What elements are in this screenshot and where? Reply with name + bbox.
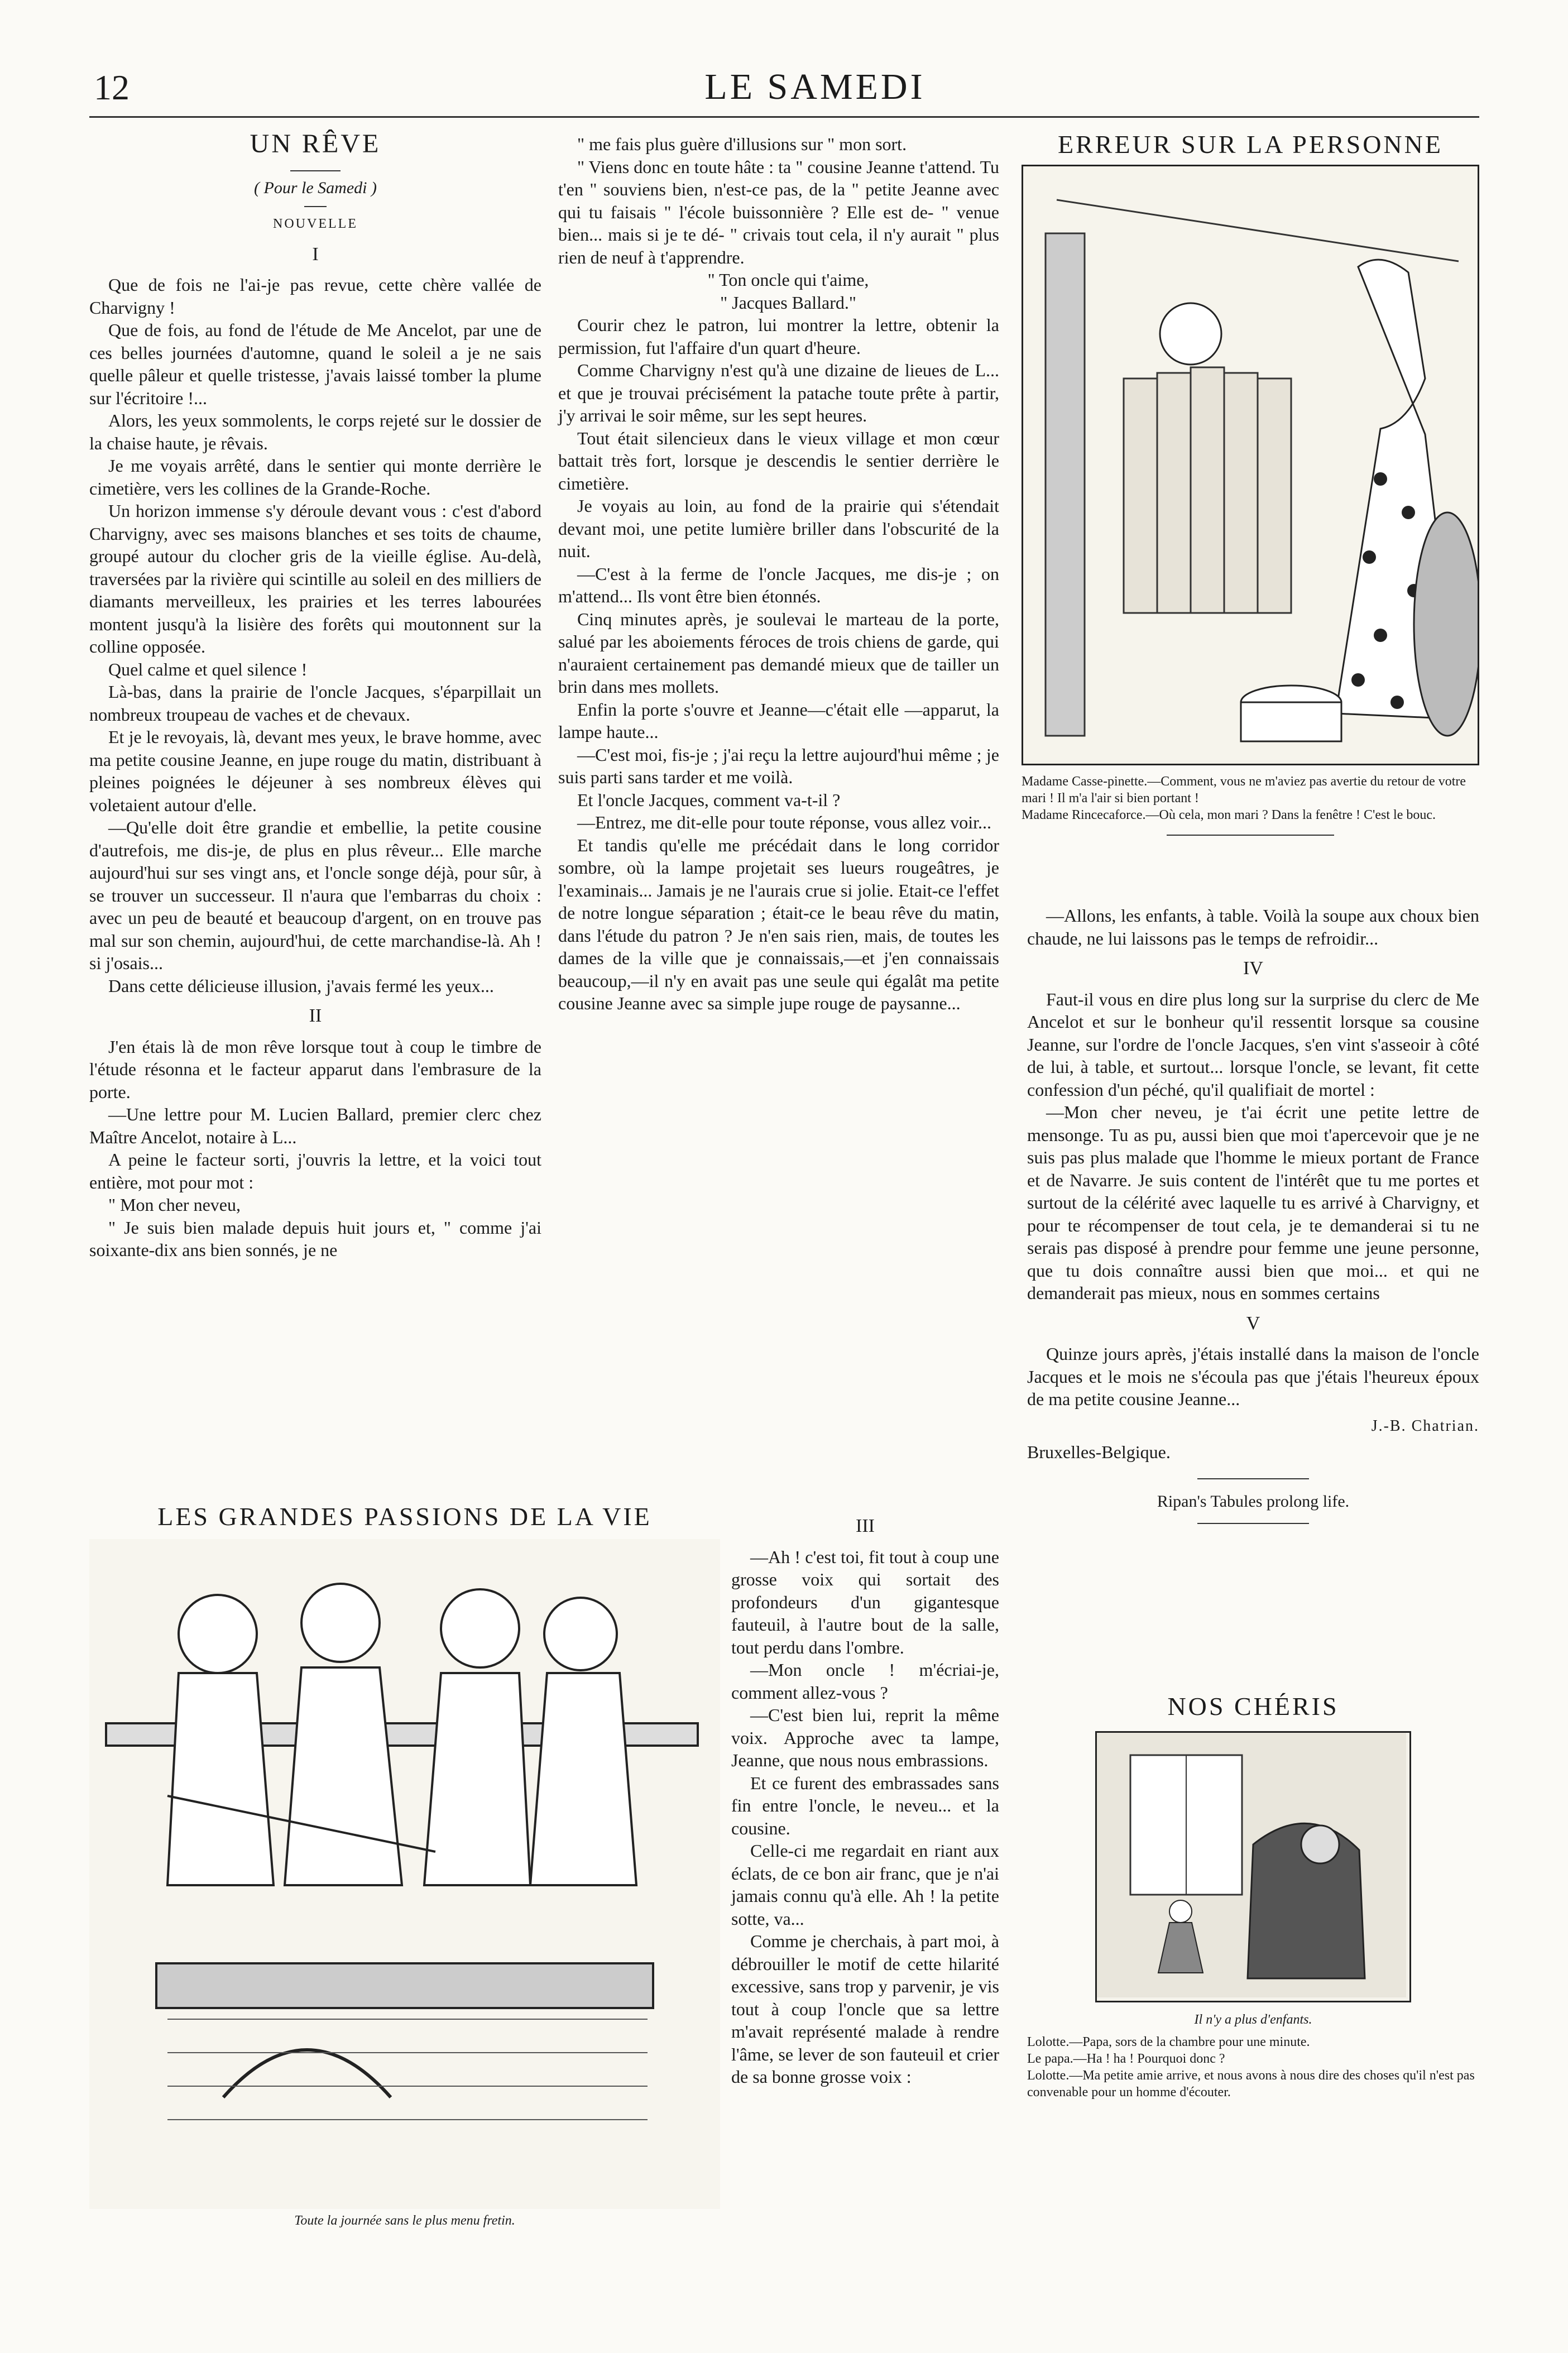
paragraph: Et ce furent des embrassades sans fin entre l'oncle, le neveu... et la cousine. <box>731 1772 999 1838</box>
paragraph: —Mon cher neveu, je t'ai écrit une petite lettre de mensonge. Tu as pu, aussi bien que moi t'apercevoir que je ne suis pas plus malade que l'homme le mieux portant de France et de Navarre. Je suis content de l'intérêt que tu me portes et surtout de la célérité avec laquelle tu es arrivé à Charvigny, et pour te récompenser de tout cela, je te demanderai si tu ne serais pas disposé à prendre pour femme une jeune personne, que tu dois connaître aussi bien que moi... et qui ne demanderait pas mieux, nous en sommes certains <box>1027 1102 1479 1303</box>
paragraph: Dans cette délicieuse illusion, j'avais fermé les yeux... <box>108 975 494 996</box>
page-number: 12 <box>94 68 130 107</box>
paragraph: " Je suis bien malade depuis huit jours et, " comme j'ai soixante-dix ans bien sonnés, je ne <box>89 1217 541 1260</box>
cartoon-nos-cheris <box>1027 1691 1479 2101</box>
paragraph: —Une lettre pour M. Lucien Ballard, premier clerc chez Maître Ancelot, notaire à L... <box>89 1104 541 1147</box>
story-signature: J.-B. Chatrian. <box>1371 1417 1479 1435</box>
masthead: LE SAMEDI <box>704 66 926 107</box>
paragraph: —Allons, les enfants, à table. Voilà la soupe aux choux bien chaude, ne lui laissons pas le temps de refroidir... <box>1027 905 1479 948</box>
cartoon-illustration <box>1022 165 1479 765</box>
section-number: IV <box>1243 958 1263 979</box>
story-column-3 <box>1027 904 1479 1530</box>
story-column-2-lower <box>731 1507 999 2088</box>
illustration-armchair-scene <box>1097 1733 1406 1997</box>
cartoon-caption <box>1022 773 1479 823</box>
paragraph: Je voyais au loin, au fond de la prairie qui s'étendait devant moi, une petite lumière briller dans l'obscurité de la nuit. <box>558 496 999 561</box>
paragraph: Quel calme et quel silence ! <box>108 659 308 679</box>
caption-line: Madame Rincecaforce.—Où cela, mon mari ? Dans la fenêtre ! C'est le bouc. <box>1022 808 1436 822</box>
paragraph: Et l'oncle Jacques, comment va-t-il ? <box>577 789 841 810</box>
cartoon-caption: Il n'y a plus d'enfants. <box>1194 2012 1312 2027</box>
section-number: V <box>1246 1312 1260 1334</box>
section-number: III <box>856 1516 875 1536</box>
paragraph: " Viens donc en toute hâte : ta " cousine Jeanne t'attend. Tu t'en " souviens bien, n'est-ce pas, de la " petite Jeanne avec qui tu faisais " l'école buissonnière ? Elle est de- " venue bien... mais si je te dé- " crivais tout cela, il n'y aurait " plus rien de neuf à t'apprendre. <box>558 156 999 267</box>
paragraph: " Mon cher neveu, <box>108 1195 241 1215</box>
title-rule <box>290 170 341 171</box>
paragraph: Là-bas, dans la prairie de l'oncle Jacques, s'éparpillait un nombreux troupeau de vaches et de chevaux. <box>89 682 541 725</box>
letter-signature: " Jacques Ballard." <box>720 292 856 313</box>
dialogue-line: Lolotte.—Papa, sors de la chambre pour une minute. <box>1027 2035 1310 2049</box>
paragraph: Quinze jours après, j'étais installé dans la maison de l'oncle Jacques et le mois ne s'écoula pas que j'étais l'heureux époux de ma petite cousine Jeanne... <box>1027 1344 1479 1409</box>
paragraph: Un horizon immense s'y déroule devant vous : c'est d'abord Charvigny, avec ses maisons blanches et ses toits de chaume, groupé autour du clocher gris de la vieille église. Au-delà, traversées par la rivière qui scintille au soleil en des milliers de diamants merveilleux, les prairies et les terres labourées montent jusqu'à la lisière des forêts qui moutonnent sur la colline opposée. <box>89 501 541 656</box>
section-number: II <box>309 1005 322 1026</box>
paragraph: Et tandis qu'elle me précédait dans le long corridor sombre, où la lampe projetait ses lueurs rougeâtres, je l'examinais... Jamais je ne l'aurais crue si jolie. Etait-ce l'effet de notre longue séparation ; était-ce le beau rêve du matin, dans l'étude du patron ? Je n'en sais rien, mais, de toutes les dames de la ville que je connaissais,—et j'en connaissais beaucoup,—il n'y en avait pas une seule qui égalât ma petite cousine Jeanne avec sa simple jupe rouge de paysanne... <box>558 835 999 1013</box>
paragraph: Enfin la porte s'ouvre et Jeanne—c'était elle —apparut, la lampe haute... <box>558 699 999 742</box>
paragraph: —Mon oncle ! m'écriai-je, comment allez-vous ? <box>731 1660 999 1703</box>
paragraph: —Qu'elle doit être grandie et embellie, la petite cousine d'autrefois, me dis-je, de plus en plus rêveur... Elle marche aujourd'hui sur ses vingt ans, et l'oncle songe déjà, pour sûr, à se trouver un successeur. Il n'aura que l'embarras du choix : avec un peu de beauté et beaucoup d'argent, on en trouve pas mal sur son chemin, aujourd'hui, de cette marchandise-là. Ah ! si j'osais... <box>89 817 541 973</box>
dialogue-line: Le papa.—Ha ! ha ! Pourquoi donc ? <box>1027 2052 1225 2066</box>
cartoon-passions <box>89 1502 720 2229</box>
cartoon-dialogue <box>1027 2034 1479 2101</box>
paragraph: Je me voyais arrêté, dans le sentier qui monte derrière le cimetière, vers les collines de la Grande-Roche. <box>89 456 541 499</box>
subtitle-rule <box>304 206 327 207</box>
section-number: I <box>312 243 319 265</box>
story-genre: NOUVELLE <box>273 217 358 231</box>
cartoon-illustration <box>89 1539 720 2209</box>
header-rule <box>89 116 1479 118</box>
cartoon-title: LES GRANDES PASSIONS DE LA VIE <box>157 1502 652 1531</box>
paragraph: Faut-il vous en dire plus long sur la surprise du clerc de Me Ancelot et sur le bonheur qu'il ressentit lorsque sa cousine Jeanne, sur l'ordre de l'oncle Jacques, s'en vint s'asseoir à côté de lui, à table, et surtout... lorsque l'oncle, se levant, fit cette confession d'un péché, qu'il qualifiait de mortel : <box>1027 989 1479 1100</box>
story-column-1 <box>89 129 541 1262</box>
story-place: Bruxelles-Belgique. <box>1027 1442 1171 1462</box>
illustration-children-bridge <box>89 1539 720 2209</box>
letter-closing: " Ton oncle qui t'aime, <box>707 270 869 290</box>
paragraph: Tout était silencieux dans le vieux village et mon cœur battait très fort, lorsque je descendis le sentier derrière le cimetière. <box>558 428 999 493</box>
cartoon-erreur <box>1022 130 1479 841</box>
dialogue-line: Lolotte.—Ma petite amie arrive, et nous avons à nous dire des choses qu'il n'est pas convenable pour un homme d'écouter. <box>1027 2068 1475 2100</box>
paragraph: Que de fois, au fond de l'étude de Me Ancelot, par une de ces belles journées d'automne, quand le soleil a je ne sais quelle pâleur et quelle tristesse, j'avais laissé tomber la plume sur l'écritoire !... <box>89 320 541 408</box>
illustration-yard-scene <box>1023 166 1478 760</box>
cartoon-title: NOS CHÉRIS <box>1167 1692 1339 1721</box>
paragraph: J'en étais là de mon rêve lorsque tout à coup le timbre de l'étude résonna et le facteur apparut dans l'embrasure de la porte. <box>89 1036 541 1102</box>
paragraph: Courir chez le patron, lui montrer la lettre, obtenir la permission, fut l'affaire d'un quart d'heure. <box>558 315 999 358</box>
paragraph: A peine le facteur sorti, j'ouvris la lettre, et la voici tout entière, mot pour mot : <box>89 1149 541 1192</box>
divider <box>1197 1523 1309 1524</box>
paragraph: —Ah ! c'est toi, fit tout à coup une grosse voix qui sortait des profondeurs d'un gigantesque fauteuil, à l'autre bout de la salle, tout perdu dans l'ombre. <box>731 1546 999 1657</box>
paragraph: Cinq minutes après, je soulevai le marteau de la porte, salué par les aboiements féroces de trois chiens de garde, qui n'auraient certainement pas demandé mieux que de tailler un brin dans mes mollets. <box>558 608 999 697</box>
story-column-2 <box>558 133 999 1015</box>
cartoon-title: ERREUR SUR LA PERSONNE <box>1058 130 1443 159</box>
paragraph: —C'est moi, fis-je ; j'ai reçu la lettre aujourd'hui même ; je suis parti sans tarder et me voilà. <box>558 744 999 787</box>
paragraph: Comme je cherchais, à part moi, à débrouiller le motif de cette hilarité excessive, sans trop y parvenir, je vis tout à coup l'oncle que sa lettre m'avait représenté malade à rendre l'âme, se lever de son fauteuil et crier de sa bonne grosse voix : <box>731 1931 999 2087</box>
paragraph: " me fais plus guère d'illusions sur " mon sort. <box>577 134 907 154</box>
caption-line: Madame Casse-pinette.—Comment, vous ne m'aviez pas avertie du retour de votre mari ! Il m'a l'air si bien portant ! <box>1022 774 1466 806</box>
cartoon-illustration <box>1095 1731 1411 2002</box>
paragraph: —C'est bien lui, reprit la même voix. Approche avec ta lampe, Jeanne, que nous nous embrassions. <box>731 1705 999 1770</box>
paragraph: Alors, les yeux sommolents, le corps rejeté sur le dossier de la chaise haute, je rêvais. <box>89 410 541 453</box>
paragraph: —C'est à la ferme de l'oncle Jacques, me dis-je ; on m'attend... Ils vont être bien étonnés. <box>558 563 999 606</box>
divider <box>1167 835 1334 836</box>
paragraph: Et je le revoyais, là, devant mes yeux, le brave homme, avec ma petite cousine Jeanne, en jupe rouge du matin, distribuant à pleines poignées le déjeuner à ses nombreux élèves qui voletaient autour d'elle. <box>89 727 541 815</box>
story-title: UN RÊVE <box>250 129 381 159</box>
paragraph: Comme Charvigny n'est qu'à une dizaine de lieues de L... et que je trouvai précisément la patache toute prête à partir, j'y arrivai le soir même, sur les sept heures. <box>558 360 999 425</box>
divider <box>1197 1478 1309 1479</box>
cartoon-caption: Toute la journée sans le plus menu fretin. <box>294 2213 515 2228</box>
paragraph: Celle-ci me regardait en riant aux éclats, de ce bon air franc, que je n'ai jamais connu qu'à elle. Ah ! la petite sotte, va... <box>731 1841 999 1929</box>
paragraph: —Entrez, me dit-elle pour toute réponse, vous allez voir... <box>577 812 991 832</box>
story-subtitle: ( Pour le Samedi ) <box>254 178 377 197</box>
paragraph: Que de fois ne l'ai-je pas revue, cette chère vallée de Charvigny ! <box>89 275 541 318</box>
advertisement: Ripan's Tabules prolong life. <box>1157 1492 1350 1511</box>
